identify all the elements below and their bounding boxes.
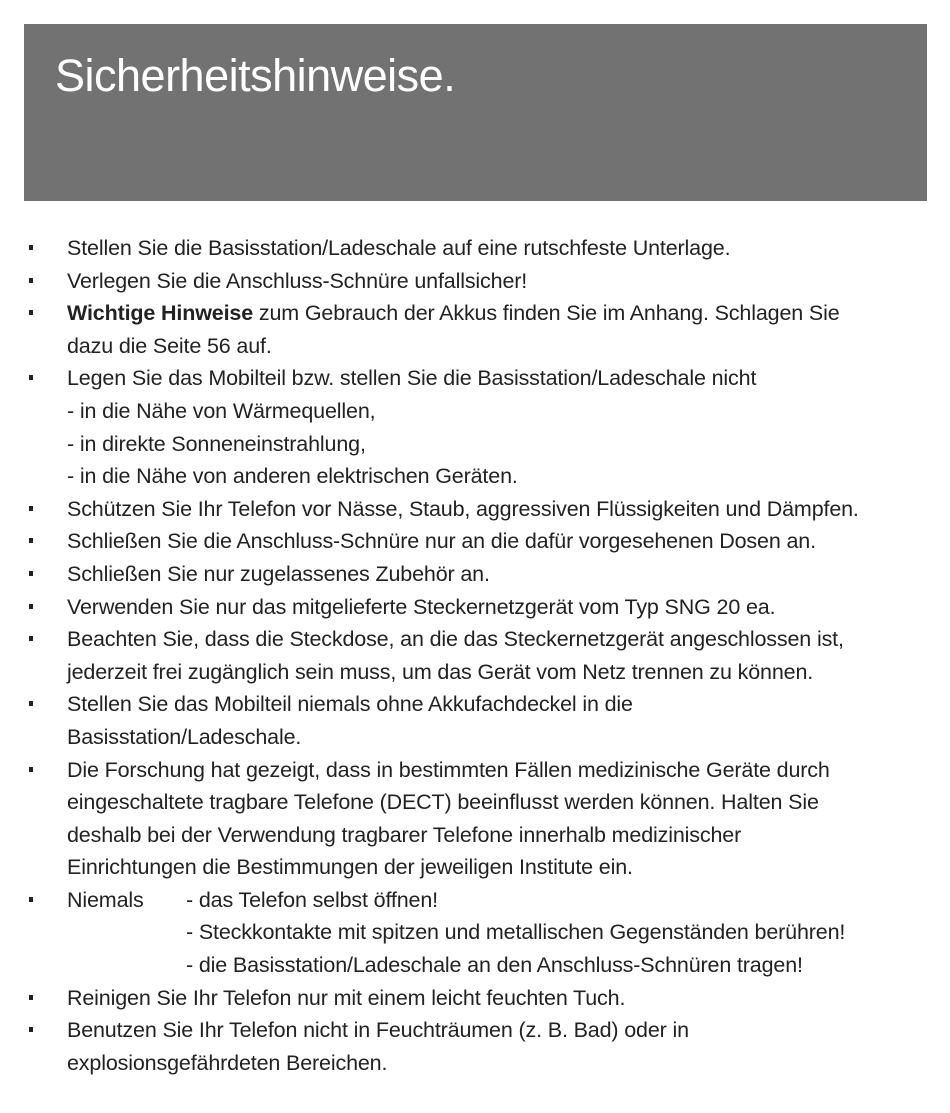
item-text: deshalb bei der Verwendung tragbarer Telefone innerhalb medizinischer (67, 822, 742, 847)
item-text: Benutzen Sie Ihr Telefon nicht in Feuchträumen (z. B. Bad) oder in (67, 1018, 689, 1043)
title-banner (24, 24, 927, 201)
item-text: Schützen Sie Ihr Telefon vor Nässe, Staub, aggressiven Flüssigkeiten und Dämpfen. (67, 496, 859, 521)
list-item-socket-connection (0, 525, 950, 558)
bullet-icon (29, 995, 33, 1000)
bullet-icon (29, 310, 33, 315)
list-item-placement-warnings (0, 362, 950, 492)
item-text-line (67, 297, 938, 330)
item-text: Stellen Sie das Mobilteil niemals ohne Akkufachdeckel in die (67, 692, 633, 717)
sub-item-electrical-devices: - in die Nähe von anderen elektrischen Geräten. (67, 464, 518, 489)
list-item-moisture-protection (0, 493, 950, 526)
item-text: Die Forschung hat gezeigt, dass in bestimmten Fällen medizinische Geräte durch (67, 757, 830, 782)
item-text: Verlegen Sie die Anschluss-Schnüre unfallsicher! (67, 268, 528, 293)
bullet-icon (29, 767, 33, 772)
item-text: Verwenden Sie nur das mitgelieferte Steckernetzgerät vom Typ SNG 20 ea. (67, 594, 776, 619)
item-text: explosionsgefährdeten Bereichen. (67, 1050, 388, 1075)
bullet-icon (29, 636, 33, 641)
item-text: dazu die Seite 56 auf. (67, 333, 272, 358)
list-item-never (0, 884, 950, 982)
item-text: Stellen Sie die Basisstation/Ladeschale auf eine rutschfeste Unterlage. (67, 236, 731, 260)
item-text: Basisstation/Ladeschale. (67, 724, 302, 749)
list-item-socket-access (0, 623, 950, 688)
sub-item-touch-contacts: - Steckkontakte mit spitzen und metallischen Gegenständen berühren! (186, 920, 846, 945)
never-label: Niemals (67, 887, 144, 912)
item-text: Einrichtungen die Bestimmungen der jeweiligen Institute ein. (67, 855, 633, 880)
item-text: eingeschaltete tragbare Telefone (DECT) beeinflusst werden können. Halten Sie (67, 790, 819, 815)
bullet-icon (29, 1027, 33, 1032)
item-text: zum Gebrauch der Akkus finden Sie im Anhang. Schlagen Sie (253, 301, 840, 326)
bullet-icon (29, 245, 33, 250)
bullet-icon (29, 538, 33, 543)
list-item-wet-rooms (0, 1014, 950, 1079)
list-item-power-adapter (0, 591, 950, 624)
item-text: Legen Sie das Mobilteil bzw. stellen Sie die Basisstation/Ladeschale nicht (67, 366, 757, 391)
bullet-icon (29, 701, 33, 706)
item-text: Reinigen Sie Ihr Telefon nur mit einem leicht feuchten Tuch. (67, 985, 626, 1010)
item-text: Schließen Sie die Anschluss-Schnüre nur an die dafür vorgesehenen Dosen an. (67, 529, 816, 554)
sub-item-open-phone: - das Telefon selbst öffnen! (186, 887, 438, 912)
bullet-icon (29, 375, 33, 380)
sub-item-direct-sunlight: - in direkte Sonneneinstrahlung, (67, 431, 366, 456)
never-sub-list (186, 884, 845, 982)
sub-item-carry-by-cable: - die Basisstation/Ladeschale an den Anschluss-Schnüren tragen! (186, 953, 803, 978)
bullet-icon (29, 571, 33, 576)
bullet-icon (29, 278, 33, 283)
list-item-cleaning (0, 982, 950, 1015)
important-notes-emphasis: Wichtige Hinweise (67, 301, 254, 326)
never-row (67, 884, 938, 982)
list-item-battery-cover (0, 688, 950, 753)
bullet-icon (29, 897, 33, 902)
item-text: Beachten Sie, dass die Steckdose, an die das Steckernetzgerät angeschlossen ist, (67, 627, 844, 652)
sub-item-heat-sources: - in die Nähe von Wärmequellen, (67, 398, 376, 423)
list-item-battery-notes (0, 297, 950, 362)
bullet-icon (29, 604, 33, 609)
list-item-cable-routing (0, 265, 950, 298)
safety-instructions-list (0, 232, 950, 1079)
bullet-icon (29, 506, 33, 511)
list-item-medical-devices (0, 754, 950, 884)
list-item-base-station-placement (0, 232, 950, 265)
page-title: Sicherheitshinweise. (55, 50, 456, 101)
item-text: Schließen Sie nur zugelassenes Zubehör an. (67, 561, 490, 586)
item-text: jederzeit frei zugänglich sein muss, um das Gerät vom Netz trennen zu können. (67, 659, 814, 684)
list-item-approved-accessories (0, 558, 950, 591)
